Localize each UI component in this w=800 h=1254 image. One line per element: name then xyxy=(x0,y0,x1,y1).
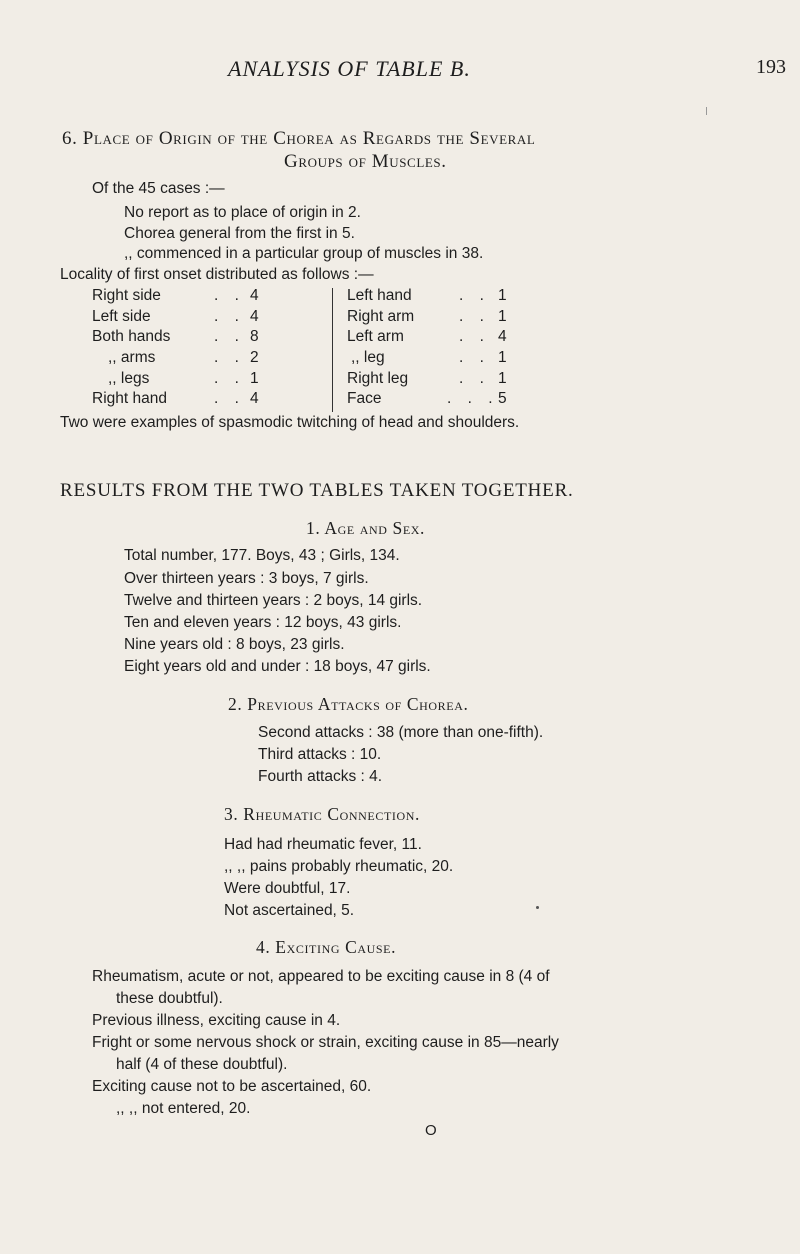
rheumatic-heading: 3. Rheumatic Connection. xyxy=(224,804,420,824)
exciting-cause-line: these doubtful). xyxy=(116,990,223,1007)
section6-heading-line1: 6. Place of Origin of the Chorea as Regards the Several xyxy=(62,128,536,149)
exciting-cause-heading: 4. Exciting Cause. xyxy=(256,937,397,957)
table-row xyxy=(347,370,587,391)
row-value: 5 xyxy=(498,390,507,408)
row-dots: . . xyxy=(214,328,245,346)
age-sex-heading: 1. Age and Sex. xyxy=(306,518,426,538)
row-dots: . . xyxy=(214,287,245,304)
section6-intro: Of the 45 cases :— xyxy=(92,180,225,197)
age-sex-line: Eight years old and under : 18 boys, 47 girls. xyxy=(124,658,431,675)
page-mark xyxy=(706,107,707,115)
previous-attacks-line: Third attacks : 10. xyxy=(258,746,382,763)
ink-spot xyxy=(536,906,539,909)
rheumatic-line: Had had rheumatic fever, 11. xyxy=(224,836,422,853)
previous-attacks-line: Fourth attacks : 4. xyxy=(258,768,383,785)
running-title: ANALYSIS OF TABLE B. xyxy=(228,56,471,81)
section6-line: ,, commenced in a particular group of muscles in 38. xyxy=(124,245,484,262)
row-dots: . . xyxy=(214,390,245,408)
results-heading: RESULTS FROM THE TWO TABLES TAKEN TOGETHER. xyxy=(60,480,574,501)
table-row xyxy=(92,349,292,370)
table-row xyxy=(347,390,587,411)
previous-attacks-heading: 2. Previous Attacks of Chorea. xyxy=(228,694,469,714)
section6-heading-line2: Groups of Muscles. xyxy=(284,151,447,172)
locality-table xyxy=(92,287,612,411)
row-value: 1 xyxy=(250,369,259,387)
row-dots: . . . xyxy=(447,390,499,408)
section6-closing: Two were examples of spasmodic twitching of head and shoulders. xyxy=(60,414,520,431)
signature-mark: O xyxy=(425,1122,437,1139)
row-value: 4 xyxy=(250,287,259,304)
locality-table-right-column xyxy=(347,287,587,411)
table-divider xyxy=(332,288,333,412)
row-value: 4 xyxy=(498,328,507,346)
table-row xyxy=(92,390,292,411)
age-sex-line: Ten and eleven years : 12 boys, 43 girls. xyxy=(124,614,402,631)
rheumatic-line: Were doubtful, 17. xyxy=(224,880,351,897)
row-dots: . . xyxy=(459,287,490,304)
row-label: Right leg xyxy=(347,369,409,387)
row-dots: . . xyxy=(459,307,490,325)
exciting-cause-line: Previous illness, exciting cause in 4. xyxy=(92,1012,341,1029)
locality-intro: Locality of first onset distributed as follows :— xyxy=(60,266,374,283)
previous-attacks-line: Second attacks : 38 (more than one-fifth). xyxy=(258,724,544,741)
age-sex-line: Twelve and thirteen years : 2 boys, 14 girls. xyxy=(124,592,423,609)
row-label: Face xyxy=(347,390,382,408)
section6-line: No report as to place of origin in 2. xyxy=(124,204,361,221)
table-row xyxy=(347,328,587,349)
row-value: 1 xyxy=(498,369,507,387)
row-label: Right side xyxy=(92,287,161,304)
table-row xyxy=(92,328,292,349)
table-row xyxy=(92,287,292,308)
row-value: 4 xyxy=(250,307,259,325)
table-row xyxy=(347,287,587,308)
row-value: 1 xyxy=(498,349,507,367)
exciting-cause-line: Exciting cause not to be ascertained, 60. xyxy=(92,1078,372,1095)
rheumatic-line: ,, ,, pains probably rheumatic, 20. xyxy=(224,858,454,875)
age-sex-line: Over thirteen years : 3 boys, 7 girls. xyxy=(124,570,369,587)
row-value: 2 xyxy=(250,349,259,367)
age-sex-line: Nine years old : 8 boys, 23 girls. xyxy=(124,636,345,653)
row-value: 1 xyxy=(498,307,507,325)
row-dots: . . xyxy=(459,349,490,367)
row-label: Both hands xyxy=(92,328,171,346)
row-dots: . . xyxy=(214,307,245,325)
exciting-cause-line: Rheumatism, acute or not, appeared to be exciting cause in 8 (4 of xyxy=(92,968,550,985)
section6-line: Chorea general from the first in 5. xyxy=(124,225,355,242)
row-dots: . . xyxy=(459,369,490,387)
row-label: ,, legs xyxy=(108,369,150,387)
rheumatic-line: Not ascertained, 5. xyxy=(224,902,355,919)
row-label: Right arm xyxy=(347,307,415,325)
row-label: ,, arms xyxy=(108,349,156,367)
table-row xyxy=(92,370,292,391)
row-dots: . . xyxy=(214,369,245,387)
table-row xyxy=(347,349,587,370)
locality-table-left-column xyxy=(92,287,292,411)
row-label: Left arm xyxy=(347,328,404,346)
page-number: 193 xyxy=(756,56,786,78)
exciting-cause-line: half (4 of these doubtful). xyxy=(116,1056,288,1073)
table-row xyxy=(92,308,292,329)
row-value: 1 xyxy=(498,287,507,304)
row-dots: . . xyxy=(459,328,490,346)
row-value: 8 xyxy=(250,328,259,346)
table-row xyxy=(347,308,587,329)
row-label: Right hand xyxy=(92,390,167,408)
row-dots: . . xyxy=(214,349,245,367)
row-value: 4 xyxy=(250,390,259,408)
exciting-cause-line: Fright or some nervous shock or strain, exciting cause in 85—nearly xyxy=(92,1034,559,1051)
row-label: Left side xyxy=(92,307,151,325)
age-sex-line: Total number, 177. Boys, 43 ; Girls, 134. xyxy=(124,547,400,564)
row-label: Left hand xyxy=(347,287,412,304)
exciting-cause-line: ,, ,, not entered, 20. xyxy=(116,1100,251,1117)
row-label: ,, leg xyxy=(351,349,385,367)
